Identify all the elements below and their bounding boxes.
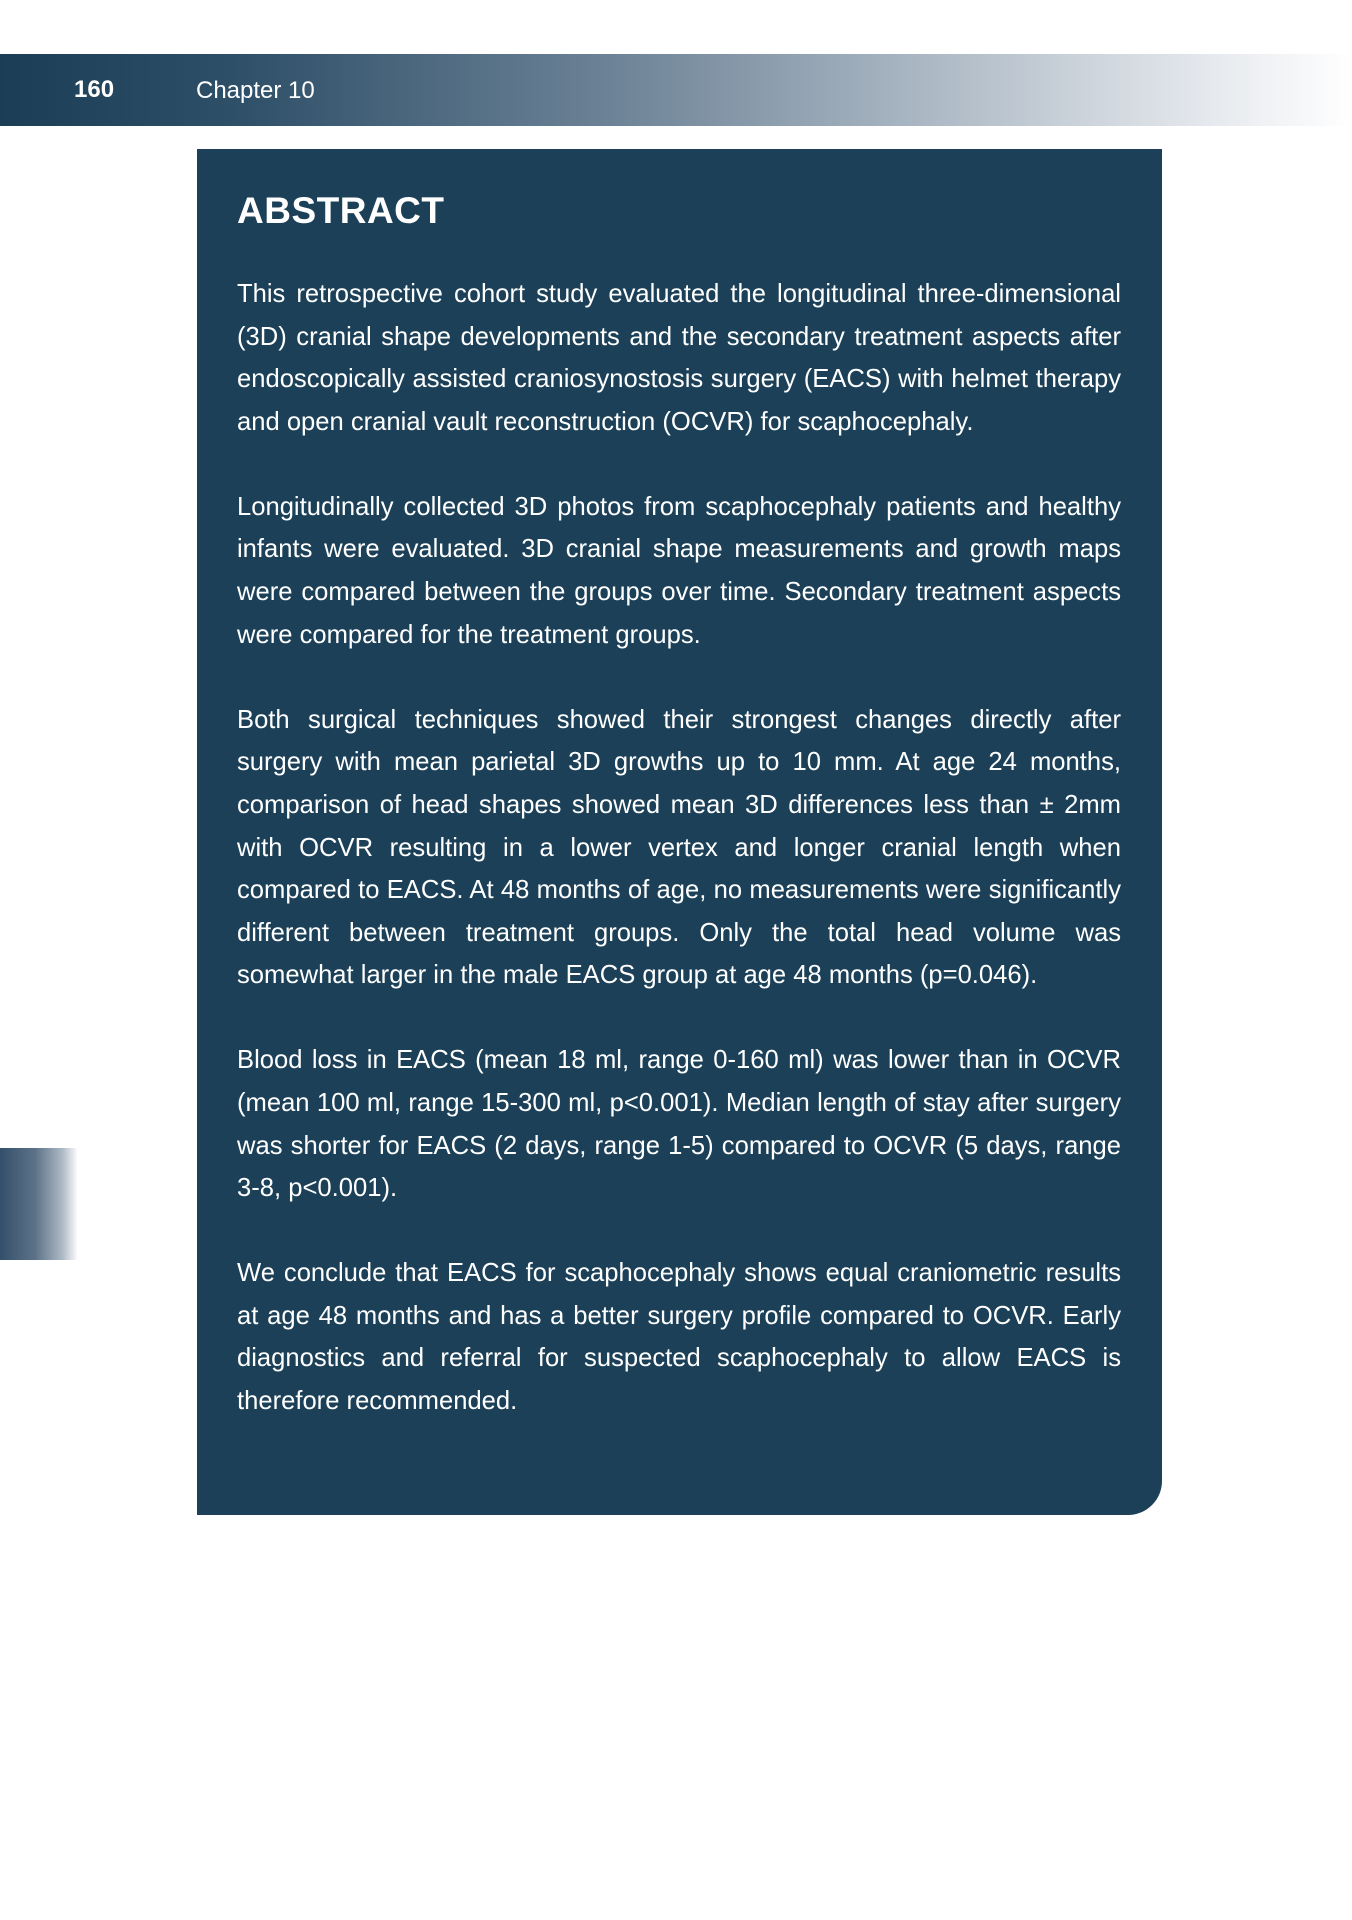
chapter-thumb-tab (0, 1148, 78, 1260)
abstract-body (237, 273, 1121, 1423)
chapter-label: Chapter 10 (196, 77, 315, 104)
abstract-paragraph: We conclude that EACS for scaphocephaly shows equal craniometric results at age 48 months and has a better surgery profile compared to OCVR. Early diagnostics and referral for suspected scaphocephaly to allow EACS is therefore recommended. (237, 1259, 1121, 1416)
abstract-paragraph: Blood loss in EACS (mean 18 ml, range 0-160 ml) was lower than in OCVR (mean 100 ml, range 15-300 ml, p<0.001). Median length of stay after surgery was shorter for EACS (2 days, range 1-5) compared to OCVR (5 days, range 3-8, p<0.001). (237, 1046, 1121, 1203)
abstract-paragraph: Longitudinally collected 3D photos from scaphocephaly patients and healthy infants were evaluated. 3D cranial shape measurements and growth maps were compared between the groups over time. Secondary treatment aspects were compared for the treatment groups. (237, 492, 1121, 649)
running-header (0, 54, 1352, 126)
abstract-box (197, 149, 1162, 1515)
abstract-paragraph: This retrospective cohort study evaluated the longitudinal three-dimensional (3D) cranial shape developments and the secondary treatment aspects after endoscopically assisted craniosynostosis surgery (EACS) with helmet therapy and open cranial vault reconstruction (OCVR) for scaphocephaly. (237, 280, 1121, 436)
abstract-title: ABSTRACT (237, 190, 445, 231)
abstract-paragraph: Both surgical techniques showed their strongest changes directly after surgery with mean parietal 3D growths up to 10 mm. At age 24 months, comparison of head shapes showed mean 3D differences less than ± 2mm with OCVR resulting in a lower vertex and longer cranial length when compared to EACS. At 48 months of age, no measurements were significantly different between treatment groups. Only the total head volume was somewhat larger in the male EACS group at age 48 months (p=0.046). (237, 705, 1121, 990)
page-number: 160 (74, 76, 115, 103)
